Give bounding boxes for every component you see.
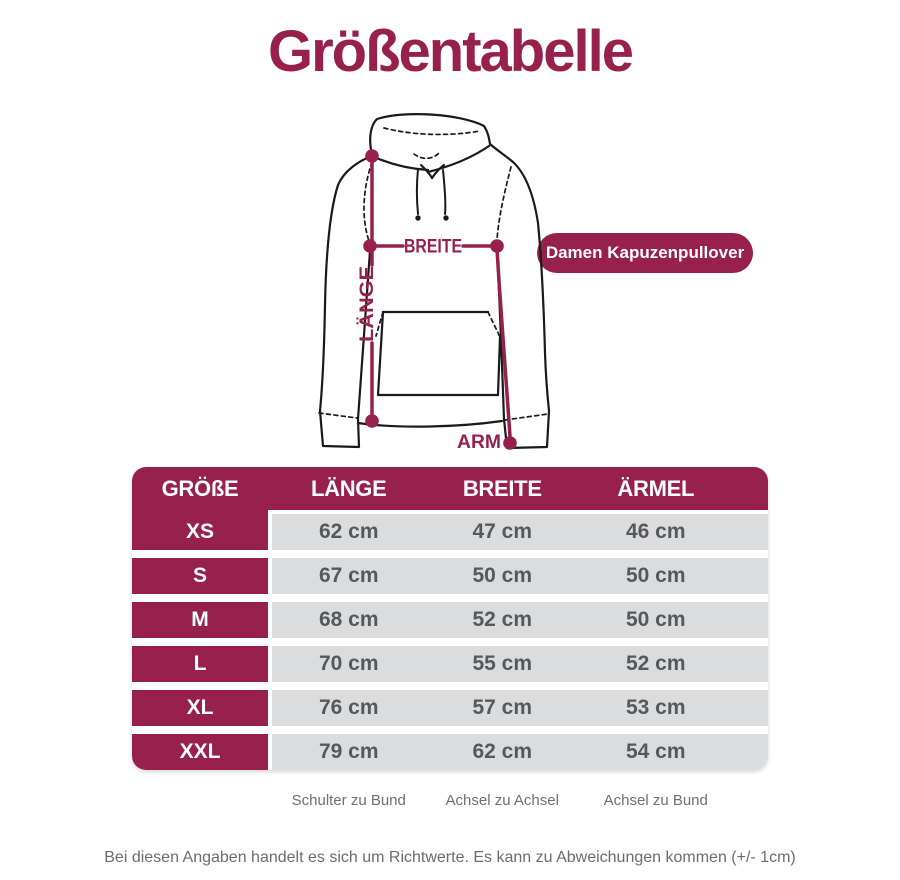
data-cells bbox=[272, 514, 768, 550]
arm-label: ARM bbox=[457, 432, 501, 453]
table-row bbox=[132, 514, 768, 550]
filler bbox=[733, 690, 769, 726]
table-row bbox=[132, 558, 768, 594]
value-cell: 50 cm bbox=[625, 564, 686, 587]
data-cells bbox=[272, 558, 768, 594]
value-cell: 52 cm bbox=[472, 608, 533, 631]
cuff-dot bbox=[503, 436, 517, 450]
value-cell: 62 cm bbox=[318, 520, 379, 543]
value-cell: 57 cm bbox=[472, 696, 533, 719]
width-label: BREITE bbox=[404, 236, 462, 258]
table-row bbox=[132, 646, 768, 682]
value-cell: 68 cm bbox=[318, 608, 379, 631]
data-cells bbox=[272, 734, 768, 770]
table-row bbox=[132, 690, 768, 726]
size-cell: XS bbox=[132, 514, 268, 550]
table-footnotes bbox=[132, 792, 768, 809]
value-cell: 46 cm bbox=[625, 520, 686, 543]
header-length: LÄNGE bbox=[310, 475, 387, 501]
value-cell: 52 cm bbox=[625, 652, 686, 675]
header-size: GRÖßE bbox=[161, 475, 239, 501]
column-footnote: Achsel zu Achsel bbox=[445, 792, 559, 809]
hoodie-outline bbox=[320, 114, 549, 448]
header-sleeve: ÄRMEL bbox=[617, 475, 695, 501]
shoulder-dot bbox=[365, 149, 379, 163]
value-cell: 76 cm bbox=[318, 696, 379, 719]
value-cell: 79 cm bbox=[318, 740, 379, 763]
table-header bbox=[132, 467, 768, 510]
data-cells bbox=[272, 646, 768, 682]
product-badge bbox=[537, 233, 753, 273]
value-cell: 53 cm bbox=[625, 696, 686, 719]
value-cell: 47 cm bbox=[472, 520, 533, 543]
filler bbox=[733, 734, 769, 770]
size-cell: L bbox=[132, 646, 268, 682]
data-cells bbox=[272, 602, 768, 638]
filler bbox=[733, 602, 769, 638]
value-cell: 67 cm bbox=[318, 564, 379, 587]
seam-dashes bbox=[319, 128, 548, 420]
disclaimer-note: Bei diesen Angaben handelt es sich um Richtwerte. Es kann zu Abweichungen kommen (+/- 1cm) bbox=[104, 849, 796, 866]
value-cell: 62 cm bbox=[472, 740, 533, 763]
underarm-right-dot bbox=[490, 239, 504, 253]
table-row bbox=[132, 734, 768, 770]
filler bbox=[733, 646, 769, 682]
length-label: LÄNGE bbox=[357, 275, 378, 342]
filler bbox=[733, 514, 769, 550]
drawstring-knot bbox=[443, 215, 448, 220]
size-cell: S bbox=[132, 558, 268, 594]
column-footnote: Schulter zu Bund bbox=[291, 792, 406, 809]
underarm-left-dot bbox=[363, 239, 377, 253]
page-title: Größentabelle bbox=[268, 19, 632, 84]
size-table bbox=[132, 467, 768, 770]
product-badge-label: Damen Kapuzenpullover bbox=[545, 243, 745, 262]
hoodie-diagram-icon bbox=[300, 105, 560, 465]
filler bbox=[733, 558, 769, 594]
header-width: BREITE bbox=[462, 475, 542, 501]
value-cell: 50 cm bbox=[472, 564, 533, 587]
table-row bbox=[132, 602, 768, 638]
size-cell: M bbox=[132, 602, 268, 638]
size-cell: XL bbox=[132, 690, 268, 726]
table-body bbox=[132, 514, 768, 770]
data-cells bbox=[272, 690, 768, 726]
drawstring-knot bbox=[415, 215, 420, 220]
column-footnote: Achsel zu Bund bbox=[603, 792, 708, 809]
size-cell: XXL bbox=[132, 734, 268, 770]
footnote-spacer bbox=[132, 792, 272, 809]
pocket-outline bbox=[378, 312, 500, 395]
value-cell: 70 cm bbox=[318, 652, 379, 675]
value-cell: 54 cm bbox=[625, 740, 686, 763]
hem-dot bbox=[365, 414, 379, 428]
value-cell: 50 cm bbox=[625, 608, 686, 631]
value-cell: 55 cm bbox=[472, 652, 533, 675]
measurement-lines bbox=[357, 149, 517, 453]
